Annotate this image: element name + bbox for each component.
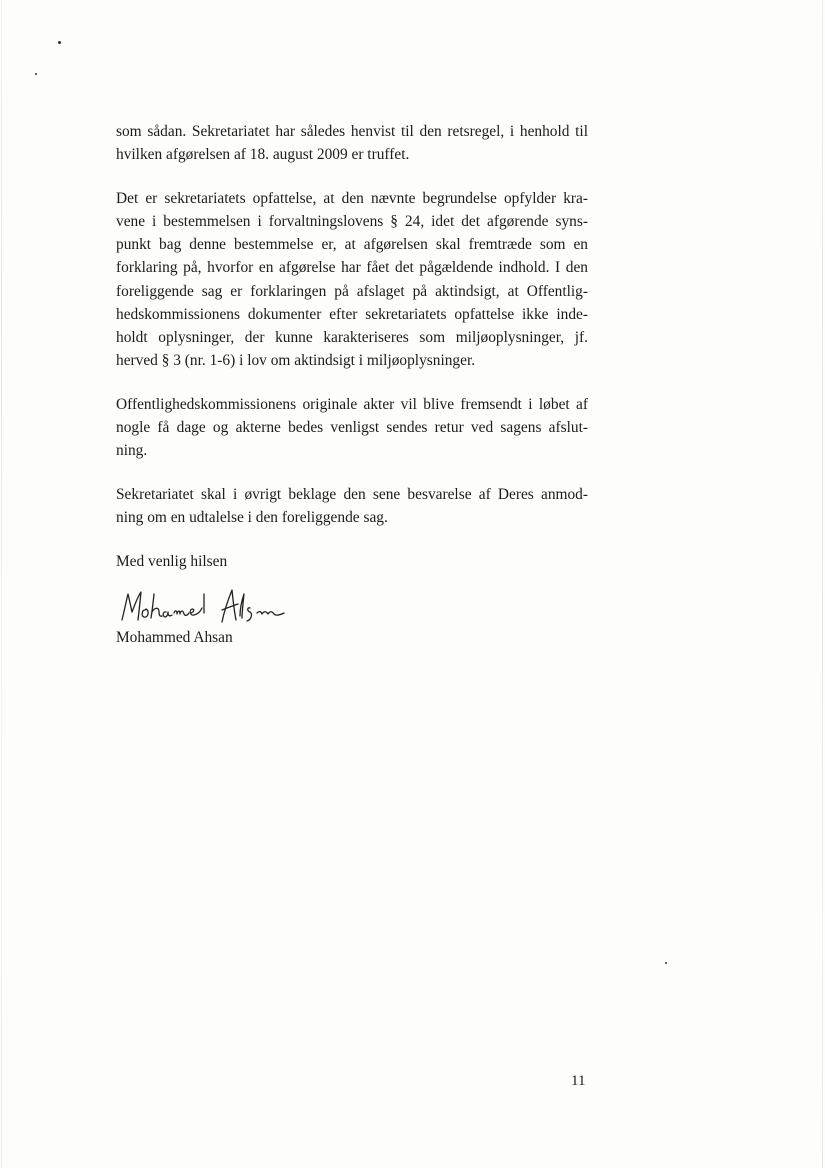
handwritten-signature [118, 586, 298, 628]
text-line: Offentlighedskommissionens originale akter vil blive fremsendt i løbet af [116, 395, 588, 413]
text-line: Det er sekretariatets opfattelse, at den nævnte begrundelse opfylder kra- [116, 190, 588, 208]
text-line: vene i bestemmelsen i forvaltningslovens § 24, idet det afgørende syns- [116, 213, 588, 231]
text-line: nogle få dage og akterne bedes venligst sendes retur ved sagens afslut- [116, 419, 588, 437]
text-line: holdt oplysninger, der kunne karakteriseres som miljøoplysninger, jf. [116, 328, 588, 346]
page-number: 11 [571, 1073, 586, 1089]
text-line: foreliggende sag er forklaringen på afslaget på aktindsigt, at Offentlig- [116, 282, 588, 300]
paragraph-2 [116, 187, 588, 372]
letter-body [116, 120, 588, 574]
scan-speck [35, 73, 37, 75]
text-line: hedskommissionens dokumenter efter sekretariatets opfattelse ikke inde- [116, 305, 588, 323]
text-line: som sådan. Sekretariatet har således henvist til den retsregel, i henhold til [116, 123, 588, 140]
scan-speck [58, 41, 61, 44]
text-line: herved § 3 (nr. 1-6) i lov om aktindsigt i miljøoplysninger. [116, 351, 476, 369]
paragraph-1 [116, 120, 588, 166]
paragraph-4 [116, 483, 588, 529]
scan-edge-right [822, 0, 823, 1168]
paragraph-3 [116, 393, 588, 462]
text-line: Sekretariatet skal i øvrigt beklage den sene besvarelse af Deres anmod- [116, 486, 588, 504]
scan-speck [665, 962, 667, 964]
text-line: punkt bag denne bestemmelse er, at afgørelsen skal fremtræde som en [116, 236, 588, 254]
signer-name: Mohammed Ahsan [116, 629, 233, 646]
scan-edge-left [1, 0, 2, 1168]
text-line: ning. [116, 442, 148, 460]
text-line: forklaring på, hvorfor en afgørelse har fået det pågældende indhold. I den [116, 259, 588, 277]
text-line: hvilken afgørelsen af 18. august 2009 er truffet. [116, 146, 410, 164]
closing-salutation: Med venlig hilsen [116, 553, 228, 571]
text-line: ning om en udtalelse i den foreliggende sag. [116, 509, 388, 527]
